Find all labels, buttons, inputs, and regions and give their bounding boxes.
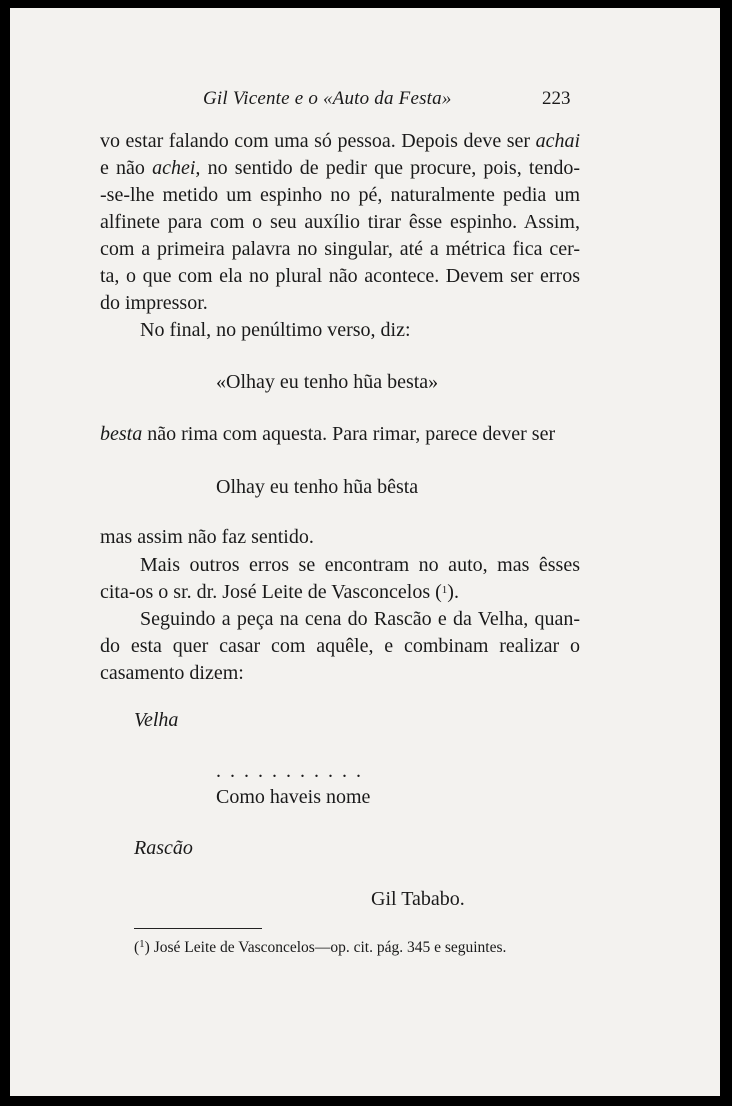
footnote-rule: [134, 928, 262, 929]
book-page: [10, 8, 720, 1096]
running-title: Gil Vicente e o «Auto da Festa»: [203, 88, 452, 109]
text-line: vo estar falando com uma só pessoa. Depois deve ser achai: [100, 130, 580, 152]
ellipsis: . . . . . . . . . . .: [216, 760, 363, 782]
dialogue-line: Como haveis nome: [216, 786, 371, 808]
text-line: do impressor.: [100, 292, 208, 314]
paragraph-line: mas assim não faz sentido.: [100, 526, 314, 548]
speaker-name: Velha: [134, 709, 179, 731]
text-line: e não achei, no sentido de pedir que procure, pois, tendo-: [100, 157, 580, 179]
dialogue-line: Gil Tababo.: [371, 888, 465, 910]
text-line: -se-lhe metido um espinho no pé, naturalmente pedia um: [100, 184, 580, 206]
paragraph-line: besta não rima com aquesta. Para rimar, parece dever ser: [100, 423, 556, 445]
text-line: alfinete para com o seu auxílio tirar êsse espinho. Assim,: [100, 211, 580, 233]
paragraph-line: No final, no penúltimo verso, diz:: [140, 319, 411, 341]
paragraph-block: Mais outros erros se encontram no auto, mas êsses cita-os o sr. dr. José Leite de Vasconcelos ($^1$). Seguindo a peça na cena do Rascão e da Velha, quan- do esta quer casar com aquêle, e combinam realizar o casamento dizem:: [100, 554, 580, 684]
text-line: ta, o que com ela no plural não acontece. Devem ser erros: [100, 265, 580, 287]
verse-quote: Olhay eu tenho hũa bêsta: [216, 476, 419, 498]
verse-quote: «Olhay eu tenho hũa besta»: [216, 371, 439, 393]
speaker-name: Rascão: [134, 837, 193, 859]
footnote: ($^1$) José Leite de Vasconcelos—op. cit. pág. 345 e seguintes.: [134, 938, 507, 956]
body-text: [100, 128, 580, 344]
page-number: 223: [542, 88, 571, 109]
text-line: com a primeira palavra no singular, até a métrica fica cer-: [100, 238, 580, 260]
